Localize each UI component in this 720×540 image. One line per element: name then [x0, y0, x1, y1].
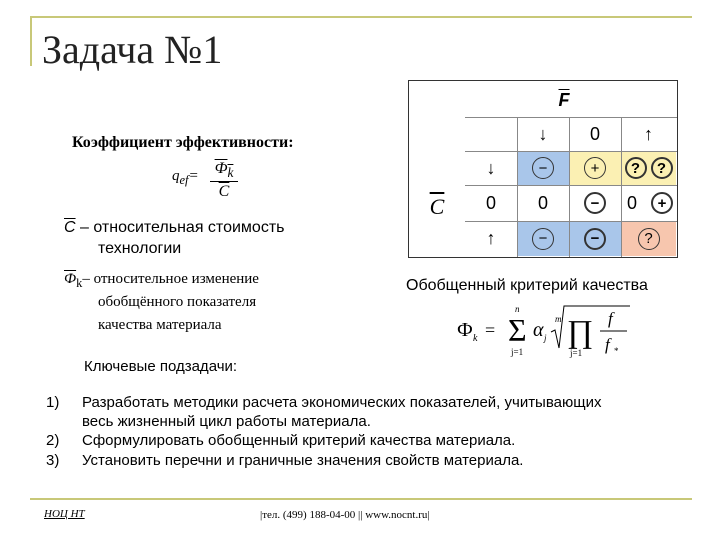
- matrix-cell: 0 +: [621, 185, 676, 221]
- row-label-up: ↑: [486, 228, 496, 248]
- root-index: m: [555, 314, 562, 324]
- prod-symbol: ∏: [567, 313, 594, 349]
- col-label-up: ↑: [644, 123, 653, 144]
- matrix-cell: −: [517, 151, 569, 185]
- matrix-cell: ?: [621, 221, 676, 256]
- formula-alpha: α: [533, 319, 544, 341]
- fraction-numerator: $Ф_k$: [214, 160, 234, 181]
- matrix-cell: −: [569, 185, 621, 221]
- slide-title: Задача №1: [42, 27, 223, 72]
- grid-line: [569, 117, 570, 257]
- grid-line: [465, 185, 677, 186]
- subtasks-title: Ключевые подзадачи:: [84, 358, 238, 375]
- bottom-rule: [30, 498, 692, 500]
- definition-c-line2: технологии: [98, 240, 182, 257]
- frac-den-sub: *: [614, 346, 619, 356]
- grid-line: [465, 117, 677, 118]
- efficiency-fraction: [210, 160, 238, 201]
- definition-f-line2: обобщённого показателя: [98, 294, 257, 310]
- subtask-item-cont: весь жизненный цикл работы материала.: [82, 413, 371, 430]
- col-label-zero: 0: [589, 123, 600, 144]
- subtask-item: 3) Установить перечни и граничные значения свойств материала.: [46, 452, 524, 469]
- quality-matrix: [408, 80, 678, 258]
- matrix-row-header: $\overline{C}$: [429, 194, 445, 219]
- subtask-item: 2) Сформулировать обобщенный критерий качества материала.: [46, 432, 516, 449]
- sum-lower: j=1: [511, 347, 524, 357]
- matrix-cell: +: [569, 151, 621, 185]
- prod-lower: j=1: [570, 348, 583, 358]
- grid-line: [517, 117, 518, 257]
- matrix-cell: −: [517, 221, 569, 256]
- definition-f-line1: $Ф_k-$ относительное изменение: [64, 271, 259, 290]
- grid-line: [621, 117, 622, 257]
- grid-line: [465, 221, 677, 222]
- matrix-cell: −: [569, 221, 621, 256]
- sum-upper: n: [515, 304, 520, 314]
- fraction-bar: [210, 181, 238, 182]
- efficiency-label: Коэффициент эффективности:: [72, 134, 294, 151]
- formula-equals: =: [485, 320, 496, 340]
- formula-phi: Ф: [457, 319, 473, 341]
- matrix-col-header: $\overline{F}$: [558, 89, 570, 110]
- matrix-cell: 0: [517, 185, 569, 221]
- footer-contacts: |тел. (499) 188-04-00 || www.nocnt.ru|: [260, 509, 430, 521]
- fraction-denominator: $\overline{C}$: [218, 183, 230, 200]
- grid-line: [465, 151, 677, 152]
- subtask-item: 1) Разработать методики расчета экономических показателей, учитывающих: [46, 394, 602, 411]
- col-label-down: ↓: [538, 123, 548, 144]
- criterion-caption: Обобщенный критерий качества: [406, 277, 648, 294]
- criterion-formula: [455, 300, 630, 362]
- left-rule: [30, 16, 32, 66]
- definition-f-line3: качества материала: [98, 317, 222, 333]
- formula-alpha-sub: j: [544, 333, 547, 343]
- definition-c-line1: $\overline{C}$ – относительная стоимость: [64, 219, 285, 236]
- frac-num: f: [608, 309, 613, 328]
- row-label-zero: 0: [485, 192, 496, 213]
- formula-phi-sub: k: [473, 333, 478, 344]
- efficiency-lhs: $q_{ef}=$: [172, 168, 199, 187]
- footer-org: НОЦ НТ: [44, 508, 85, 520]
- matrix-cell: ? ?: [621, 151, 676, 185]
- frac-den: f: [605, 335, 610, 354]
- sum-symbol: Σ: [508, 312, 527, 348]
- row-label-down: ↓: [486, 157, 496, 178]
- top-rule: [30, 16, 692, 18]
